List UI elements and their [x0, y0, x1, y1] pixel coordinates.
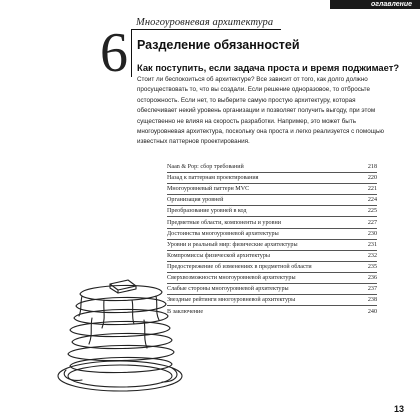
toc-entry-page: 236 [367, 274, 377, 281]
toc-entry-page: 224 [367, 197, 377, 204]
pancake-stack-icon [52, 258, 202, 403]
toc-entry-title: Многоуровневый паттерн MVC [167, 186, 250, 193]
toc-entry-title: Достоинства многоуровневой архитектуры [167, 230, 279, 237]
toc-entry-title: Назад к паттернам проектирования [167, 175, 259, 182]
chapter-title: Разделение обязанностей [137, 38, 300, 52]
toc-entry-page: 235 [367, 263, 377, 270]
toc-row [167, 162, 377, 173]
toc-row [167, 229, 377, 240]
toc-entry-title: Компромиссы физической архитектуры [167, 252, 270, 259]
toc-entry-page: 238 [367, 297, 377, 304]
toc-entry-page: 218 [367, 164, 377, 171]
chapter-horizontal-rule [131, 29, 281, 30]
header-tab: оглавление [330, 0, 420, 9]
toc-entry-page: 232 [367, 252, 377, 259]
toc-entry-title: Naan & Pop: сбор требований [167, 164, 244, 171]
intro-heading: Как поступить, если задача проста и время поджимает? [137, 62, 400, 73]
chapter-vertical-rule [131, 29, 132, 77]
toc-row [167, 173, 377, 184]
toc-entry-page: 240 [367, 308, 377, 315]
toc-entry-title: Слабые стороны многоуровневой архитектуры [167, 286, 289, 293]
intro-paragraph: Стоит ли беспокоиться об архитектуре? Все зависит от того, как долго должно просуществовать то, что вы создали. Если решение одноразовое, то отбросьте осторожность. Если нет, то выберите самую простую архитектуру, которая обеспечивает некий уровень организации и позволяет получить выгоду, при этом существенно не влияя на скорость разработки. Например, это может быть многоуровневая архитектура, поскольку она проста и легко реализуется с помощью известных паттернов проектирования. [137, 76, 384, 146]
toc-entry-title: Сверхвозможности многоуровневой архитектуры [167, 274, 296, 281]
toc-entry-title: Звездные рейтинги многоуровневой архитектуры [167, 297, 296, 304]
page-number: 13 [394, 404, 405, 414]
toc-row [167, 217, 377, 228]
toc-row [167, 206, 377, 217]
toc-entry-page: 221 [367, 186, 377, 193]
toc-entry-title: Предметные области, компоненты и уровни [167, 219, 281, 226]
toc-entry-page: 231 [367, 241, 377, 248]
toc-row [167, 184, 377, 195]
toc-row [167, 195, 377, 206]
toc-entry-title: В заключение [167, 308, 204, 315]
toc-entry-title: Преобразование уровней в код [167, 208, 247, 215]
toc-entry-page: 230 [367, 230, 377, 237]
toc-entry-title: Организация уровней [167, 197, 224, 204]
toc-entry-page: 225 [367, 208, 377, 215]
toc-entry-title: Предостережение об изменениях в предметной области [167, 263, 312, 270]
chapter-number: 6 [100, 22, 128, 84]
section-label: Многоуровневая архитектура [136, 17, 274, 28]
toc-entry-page: 227 [367, 219, 377, 226]
toc-row [167, 240, 377, 251]
toc-entry-title: Уровни и реальный мир: физические архитектуры [167, 241, 298, 248]
toc-entry-page: 237 [367, 286, 377, 293]
toc-entry-page: 220 [367, 175, 377, 182]
